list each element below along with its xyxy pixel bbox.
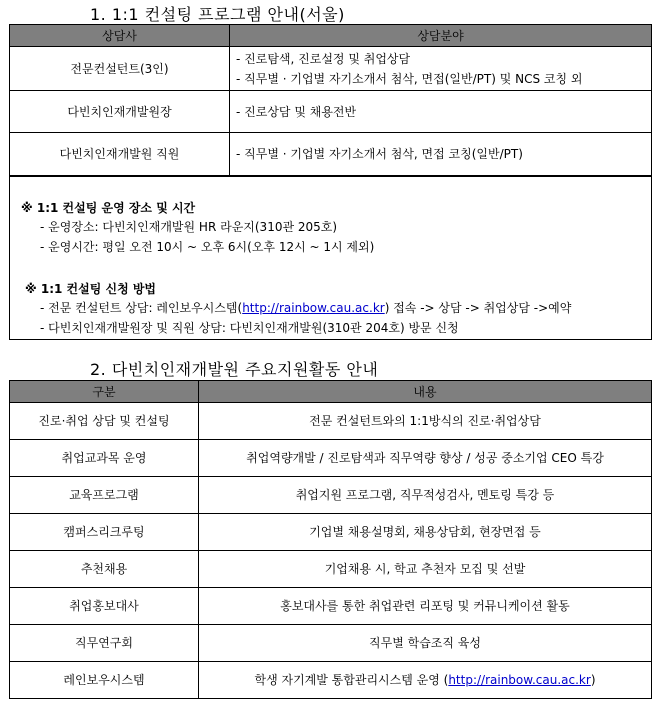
table-row: [10, 133, 652, 176]
consulting-table: [9, 24, 652, 176]
table-row: [10, 625, 652, 662]
header-field: 상담분야: [230, 25, 652, 47]
apply-line-staff: - 다빈치인재개발원장 및 직원 상담: 다빈치인재개발원(310관 204호) 방문 신청: [40, 321, 459, 335]
table-row: [10, 477, 652, 514]
table-row: [10, 662, 652, 699]
content-cell: 직무별 학습조직 육성: [199, 625, 652, 662]
category-cell: 직무연구회: [10, 625, 199, 662]
apply-heading: ※ 1:1 컨설팅 신청 방법: [25, 282, 157, 296]
table-row: [10, 403, 652, 440]
field-line: - 직무별 · 기업별 자기소개서 첨삭, 면접 코칭(일반/PT): [236, 147, 523, 161]
header-counselor: 상담사: [10, 25, 230, 47]
counselor-cell: 다빈치인재개발원장: [10, 91, 230, 133]
table-row: [10, 91, 652, 133]
category-cell: 레인보우시스템: [10, 662, 199, 699]
time-line: - 운영시간: 평일 오전 10시 ~ 오후 6시(오후 12시 ~ 1시 제외): [40, 240, 375, 254]
category-cell: 교육프로그램: [10, 477, 199, 514]
rainbow-system-link[interactable]: http://rainbow.cau.ac.kr: [448, 673, 591, 687]
content-prefix: 학생 자기계발 통합관리시스템 운영 (: [254, 673, 449, 687]
content-cell: 취업지원 프로그램, 직무적성검사, 멘토링 특강 등: [199, 477, 652, 514]
support-activities-table: [9, 380, 652, 699]
rainbow-system-link[interactable]: http://rainbow.cau.ac.kr: [242, 301, 385, 315]
field-cell: [230, 133, 652, 176]
content-cell: 기업채용 시, 학교 추천자 모집 및 선발: [199, 551, 652, 588]
table-row: [10, 588, 652, 625]
content-cell: 전문 컨설턴트와의 1:1방식의 진로·취업상담: [199, 403, 652, 440]
category-cell: 추천채용: [10, 551, 199, 588]
category-cell: 캠퍼스리크루팅: [10, 514, 199, 551]
consulting-info-box: [9, 176, 652, 340]
table-header-row: [10, 381, 652, 403]
content-cell: 기업별 채용설명회, 채용상담회, 현장면접 등: [199, 514, 652, 551]
header-content: 내용: [199, 381, 652, 403]
header-category: 구분: [10, 381, 199, 403]
table-row: [10, 514, 652, 551]
content-cell: 취업역량개발 / 진로탐색과 직무역량 향상 / 성공 중소기업 CEO 특강: [199, 440, 652, 477]
counselor-cell: 전문컨설턴트(3인): [10, 47, 230, 91]
table-header-row: [10, 25, 652, 47]
field-cell: [230, 47, 652, 91]
field-line: - 진로탐색, 진로설정 및 취업상담: [236, 51, 411, 66]
field-cell: [230, 91, 652, 133]
place-heading: ※ 1:1 컨설팅 운영 장소 및 시간: [21, 201, 196, 215]
category-cell: 취업교과목 운영: [10, 440, 199, 477]
section1-title: 1. 1:1 컨설팅 프로그램 안내(서울): [90, 5, 345, 24]
apply-prefix: - 전문 컨설턴트 상담: 레인보우시스템(: [40, 301, 243, 315]
table-row: [10, 440, 652, 477]
section2-title: 2. 다빈치인재개발원 주요지원활동 안내: [90, 360, 379, 379]
content-cell: [199, 662, 652, 699]
counselor-cell: 다빈치인재개발원 직원: [10, 133, 230, 176]
table-row: [10, 551, 652, 588]
field-line: - 진로상담 및 채용전반: [236, 104, 357, 119]
apply-line-consultant: [40, 300, 571, 316]
content-cell: 홍보대사를 통한 취업관련 리포팅 및 커뮤니케이션 활동: [199, 588, 652, 625]
table-row: [10, 47, 652, 91]
field-line: - 직무별 · 기업별 자기소개서 첨삭, 면접(일반/PT) 및 NCS 코칭 외: [236, 71, 583, 86]
apply-suffix: ) 접속 -> 상담 -> 취업상담 ->예약: [384, 301, 572, 315]
place-line: - 운영장소: 다빈치인재개발원 HR 라운지(310관 205호): [40, 220, 338, 234]
category-cell: 진로·취업 상담 및 컨설팅: [10, 403, 199, 440]
category-cell: 취업홍보대사: [10, 588, 199, 625]
content-suffix: ): [590, 673, 596, 687]
